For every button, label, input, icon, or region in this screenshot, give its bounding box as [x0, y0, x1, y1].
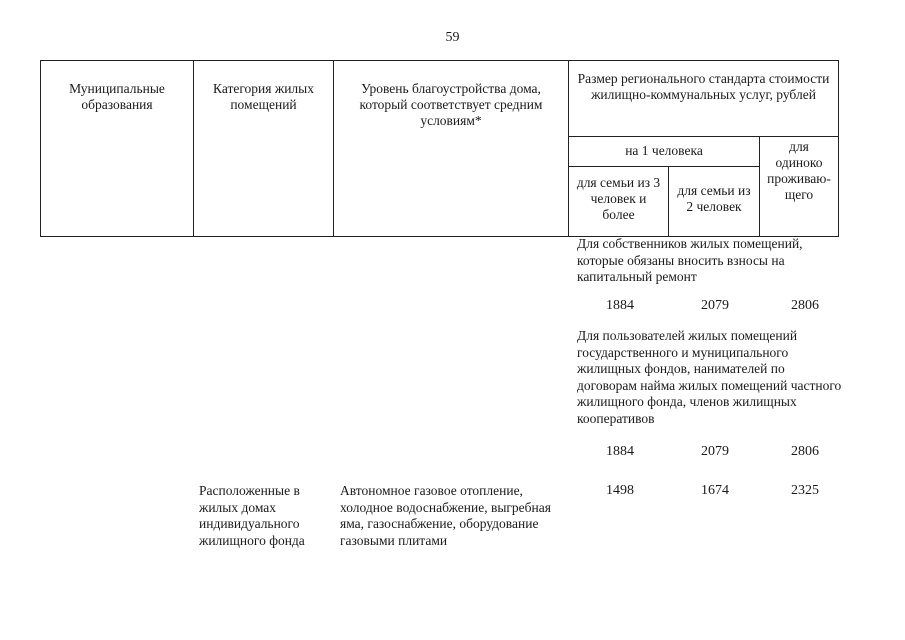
value-cell: 1884 — [606, 298, 634, 313]
value-cell: 2325 — [791, 483, 819, 498]
value-cell: 1674 — [701, 483, 729, 498]
row-level: Автономное газовое отопление, холодное водоснабжение, выгребная яма, газоснабжение, оборудование газовыми плитами — [340, 483, 551, 548]
row-category: Расположенные в жилых домах индивидуального жилищного фонда — [199, 483, 305, 548]
header-family2: для семьи из 2 человек — [669, 167, 760, 237]
value-cell: 1884 — [606, 444, 634, 459]
header-single: для одиноко проживаю-щего — [760, 137, 839, 237]
header-category: Категория жилых помещений — [194, 61, 334, 237]
page-number: 59 — [445, 30, 460, 45]
value-cell: 2079 — [701, 298, 729, 313]
table-header — [40, 60, 839, 237]
header-municipal: Муниципальные образования — [41, 61, 194, 237]
value-cell: 2806 — [791, 444, 819, 459]
value-cell: 2079 — [701, 444, 729, 459]
value-cell: 1498 — [606, 483, 634, 498]
header-per-person: на 1 человека — [569, 137, 760, 167]
header-level: Уровень благоустройства дома, который соответствует средним условиям* — [334, 61, 569, 237]
header-standard: Размер регионального стандарта стоимости жилищно-коммунальных услуг, рублей — [569, 61, 839, 137]
section-tenants-label: Для пользователей жилых помещений государственного и муниципального жилищных фондов, нанимателей по договорам найма жилых помещений частного жилищного фонда, членов жилищных кооперативов — [577, 328, 842, 426]
section-owners-label: Для собственников жилых помещений, которые обязаны вносить взносы на капитальный ремонт — [577, 236, 803, 284]
header-family3: для семьи из 3 человек и более — [569, 167, 669, 237]
value-cell: 2806 — [791, 298, 819, 313]
